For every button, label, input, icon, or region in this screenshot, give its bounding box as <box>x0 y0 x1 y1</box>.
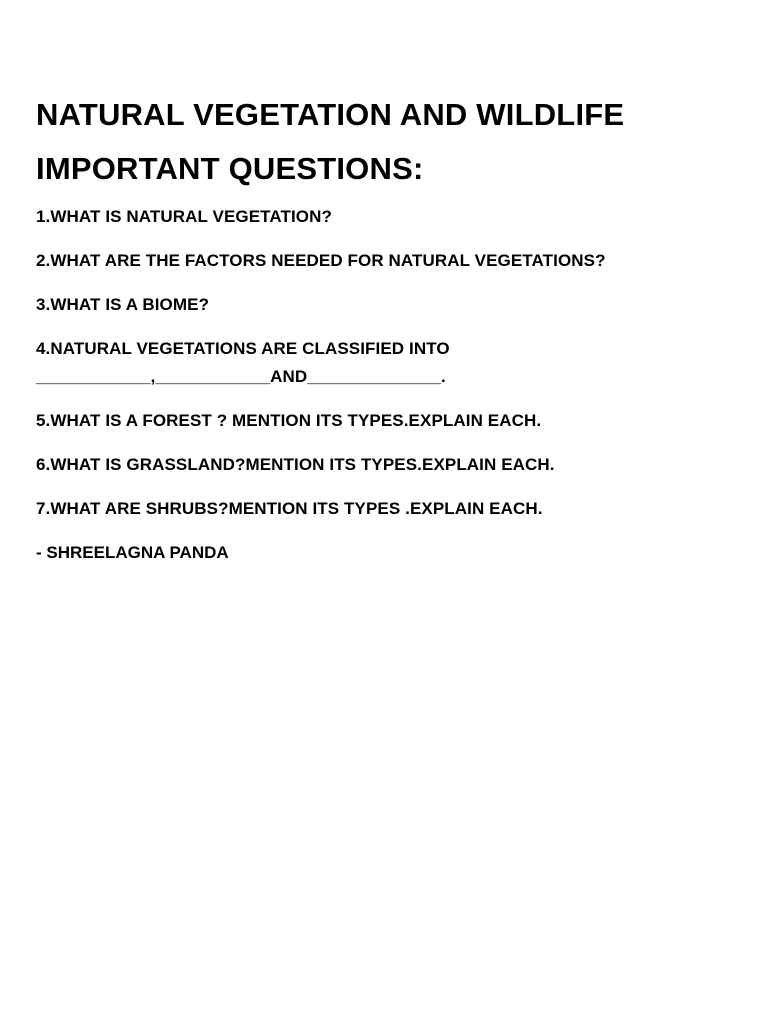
question-1: 1.WHAT IS NATURAL VEGETATION? <box>36 207 332 226</box>
author-signature: - SHREELAGNA PANDA <box>36 543 229 562</box>
question-list <box>36 206 736 564</box>
question-4-blanks: ____________,____________AND______________. <box>36 367 446 386</box>
question-5: 5.WHAT IS A FOREST ? MENTION ITS TYPES.EXPLAIN EACH. <box>36 411 542 430</box>
question-7: 7.WHAT ARE SHRUBS?MENTION ITS TYPES .EXPLAIN EACH. <box>36 499 543 518</box>
document-title <box>36 88 736 196</box>
question-2: 2.WHAT ARE THE FACTORS NEEDED FOR NATURAL VEGETATIONS? <box>36 251 606 270</box>
title-line-1: NATURAL VEGETATION AND WILDLIFE <box>36 97 625 132</box>
question-4 <box>36 338 736 388</box>
title-line-2: IMPORTANT QUESTIONS: <box>36 151 424 186</box>
question-6: 6.WHAT IS GRASSLAND?MENTION ITS TYPES.EXPLAIN EACH. <box>36 455 555 474</box>
question-3: 3.WHAT IS A BIOME? <box>36 295 210 314</box>
question-4-text: 4.NATURAL VEGETATIONS ARE CLASSIFIED INTO <box>36 339 450 358</box>
document-page <box>36 88 736 564</box>
